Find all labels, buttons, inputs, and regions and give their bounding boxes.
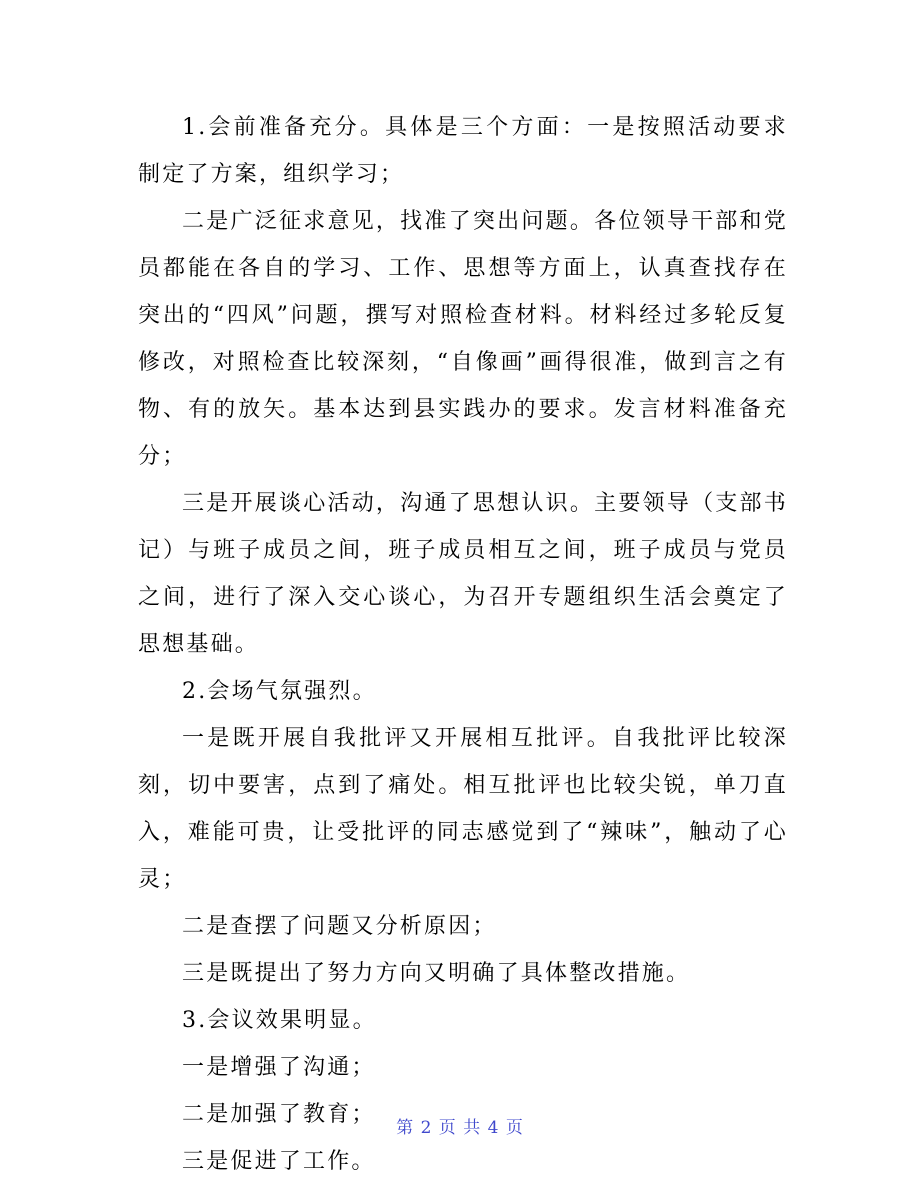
paragraph-5: 一是既开展自我批评又开展相互批评。自我批评比较深刻，切中要害，点到了痛处。相互批评也比较尖锐，单刀直入，难能可贵，让受批评的同志感觉到了“辣味”，触动了心灵； [138, 726, 788, 892]
paragraph-10: 二是加强了教育； [182, 1102, 376, 1127]
paragraph-11: 三是促进了工作。 [182, 1149, 376, 1174]
paragraph-7: 三是既提出了努力方向又明确了具体整改措施。 [182, 961, 691, 986]
paragraph-6: 二是查摆了问题又分析原因； [182, 914, 497, 939]
paragraph-2: 二是广泛征求意见，找准了突出问题。各位领导干部和党员都能在各自的学习、工作、思想等方面上，认真查找存在突出的“四风”问题，撰写对照检查材料。材料经过多轮反复修改，对照检查比较深刻，“自像画”画得很准，做到言之有物、有的放矢。基本达到县实践办的要求。发言材料准备充分； [138, 209, 788, 469]
document-body [138, 104, 788, 1185]
paragraph-9: 一是增强了沟通； [182, 1055, 376, 1080]
paragraph-3: 三是开展谈心活动，沟通了思想认识。主要领导（支部书记）与班子成员之间，班子成员相互之间，班子成员与党员之间，进行了深入交心谈心，为召开专题组织生活会奠定了思想基础。 [138, 491, 788, 657]
page-number-footer: 第 2 页 共 4 页 [396, 1118, 524, 1138]
paragraph-4: 2.会场气氛强烈。 [182, 679, 377, 704]
paragraph-1: 1.会前准备充分。具体是三个方面：一是按照活动要求制定了方案，组织学习； [138, 115, 788, 187]
paragraph-8: 3.会议效果明显。 [182, 1008, 377, 1033]
